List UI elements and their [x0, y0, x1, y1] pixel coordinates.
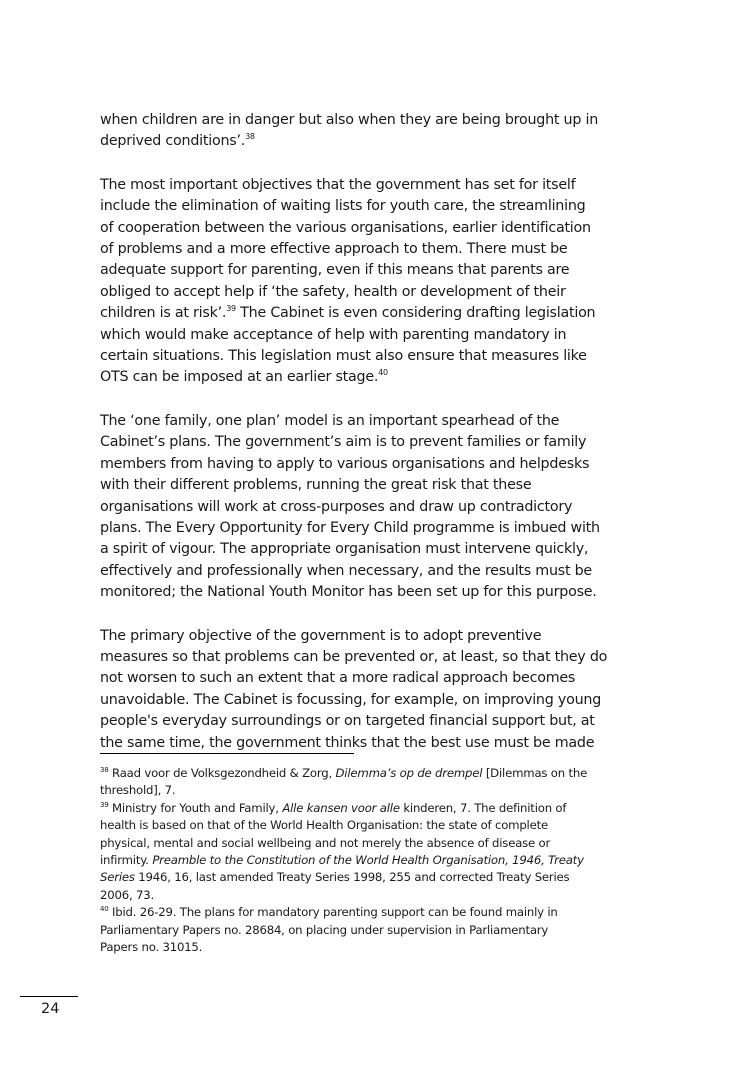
page-number-rule — [20, 996, 78, 997]
text-line — [100, 218, 652, 239]
text-line — [100, 939, 650, 956]
text-line — [100, 668, 652, 689]
text-run: not worsen to such an extent that a more radical approach becomes — [100, 670, 576, 687]
text-run: of problems and a more effective approach to them. There must be — [100, 241, 568, 258]
footnote-ref: 38 — [245, 132, 255, 142]
text-run: obliged to accept help if ‘the safety, health or development of their — [100, 283, 566, 300]
text-line — [100, 282, 652, 303]
italic-title: Series — [100, 870, 135, 885]
text-line — [100, 765, 650, 782]
body-text — [100, 110, 652, 776]
text-run: infirmity. — [100, 853, 153, 868]
text-run: when children are in danger but also when they are being brought up in — [100, 112, 599, 128]
text-line — [100, 346, 652, 367]
text-run: the same time, the government thinks that the best use must be made — [100, 734, 595, 751]
text-run: kinderen, 7. The definition of — [399, 800, 567, 815]
footnote-separator — [100, 753, 354, 754]
text-run: The most important objectives that the government has set for itself — [100, 176, 576, 193]
text-run: 1946, 16, last amended Treaty Series 1998, 255 and corrected Treaty Series — [134, 870, 570, 885]
text-run: [Dilemmas on the — [482, 766, 588, 780]
text-run: plans. The Every Opportunity for Every Child programme is imbued with — [100, 519, 600, 536]
text-line — [100, 325, 652, 346]
text-line — [100, 582, 652, 603]
text-line — [100, 835, 650, 852]
text-line — [100, 260, 652, 281]
text-line — [100, 922, 650, 939]
text-run: children is at risk’. — [100, 305, 227, 322]
text-line — [100, 518, 652, 539]
text-line — [100, 239, 652, 260]
text-line — [100, 175, 652, 196]
text-line — [100, 131, 652, 152]
text-line — [100, 690, 652, 711]
text-run: Papers no. 31015. — [100, 940, 203, 955]
text-run: monitored; the National Youth Monitor has been set up for this purpose. — [100, 584, 597, 601]
text-run: Parliamentary Papers no. 28684, on placing under supervision in Parliamentary — [100, 922, 549, 937]
text-run: certain situations. This legislation must also ensure that measures like — [100, 348, 587, 365]
footnote-ref: 40 — [378, 368, 388, 378]
text-run: threshold], 7. — [100, 783, 176, 798]
text-run: effectively and professionally when necessary, and the results must be — [100, 562, 592, 579]
footnote-ref: 39 — [100, 800, 109, 809]
text-line — [100, 432, 652, 453]
text-line — [100, 367, 652, 388]
text-run: The primary objective of the government is to adopt preventive — [100, 627, 542, 644]
text-line — [100, 782, 650, 799]
footnote-ref: 38 — [100, 766, 109, 774]
text-run: a spirit of vigour. The appropriate organisation must intervene quickly, — [100, 541, 589, 558]
text-run: The ‘one family, one plan’ model is an important spearhead of the — [100, 412, 560, 429]
text-line — [100, 196, 652, 217]
text-line — [100, 800, 650, 817]
paragraph — [100, 411, 652, 604]
text-line — [100, 817, 650, 834]
text-run: of cooperation between the various organisations, earlier identification — [100, 219, 591, 236]
text-run: physical, mental and social wellbeing and not merely the absence of disease or — [100, 835, 551, 850]
text-run: OTS can be imposed at an earlier stage. — [100, 369, 379, 386]
footnote — [100, 765, 650, 800]
text-line — [100, 626, 652, 647]
text-line — [100, 454, 652, 475]
text-line — [100, 411, 652, 432]
text-line — [100, 303, 652, 324]
italic-title: Preamble to the Constitution of the World Health Organisation, 1946, Treaty — [152, 853, 584, 868]
text-run: health is based on that of the World Health Organisation: the state of complete — [100, 818, 548, 833]
text-line — [100, 497, 652, 518]
footnote-ref: 39 — [226, 304, 236, 314]
text-line — [100, 904, 650, 921]
text-line — [100, 733, 652, 754]
text-line — [100, 110, 652, 131]
text-line — [100, 561, 652, 582]
text-run: measures so that problems can be prevented or, at least, so that they do — [100, 648, 608, 665]
text-line — [100, 869, 650, 886]
text-run: unavoidable. The Cabinet is focussing, for example, on improving young — [100, 691, 602, 708]
paragraph — [100, 175, 652, 389]
text-run: deprived conditions’. — [100, 133, 246, 150]
text-run: people's everyday surroundings or on targeted financial support but, at — [100, 713, 595, 730]
text-line — [100, 852, 650, 869]
text-run: adequate support for parenting, even if this means that parents are — [100, 262, 570, 279]
text-run: Ibid. 26-29. The plans for mandatory parenting support can be found mainly in — [108, 905, 558, 920]
italic-title: Dilemma’s op de drempel — [335, 766, 483, 780]
text-run: organisations will work at cross-purposes and draw up contradictory — [100, 498, 573, 515]
text-run: which would make acceptance of help with parenting mandatory in — [100, 326, 567, 343]
footnote — [100, 904, 650, 956]
text-run: The Cabinet is even considering drafting legislation — [235, 305, 596, 322]
paragraph — [100, 110, 652, 153]
footnote — [100, 800, 650, 904]
text-line — [100, 539, 652, 560]
footnote-ref: 40 — [100, 905, 109, 914]
text-run: Cabinet’s plans. The government’s aim is to prevent families or family — [100, 434, 587, 451]
text-run: include the elimination of waiting lists for youth care, the streamlining — [100, 198, 586, 215]
text-line — [100, 711, 652, 732]
text-run: with their different problems, running the great risk that these — [100, 477, 532, 494]
text-run: Raad voor de Volksgezondheid & Zorg, — [108, 766, 336, 780]
page-number: 24 — [41, 1001, 60, 1017]
text-run: members from having to apply to various organisations and helpdesks — [100, 455, 590, 472]
text-run: Ministry for Youth and Family, — [108, 800, 283, 815]
text-line — [100, 647, 652, 668]
text-run: 2006, 73. — [100, 887, 154, 902]
paragraph — [100, 626, 652, 754]
italic-title: Alle kansen voor alle — [282, 800, 400, 815]
footnotes — [100, 765, 650, 956]
text-line — [100, 475, 652, 496]
text-line — [100, 887, 650, 904]
